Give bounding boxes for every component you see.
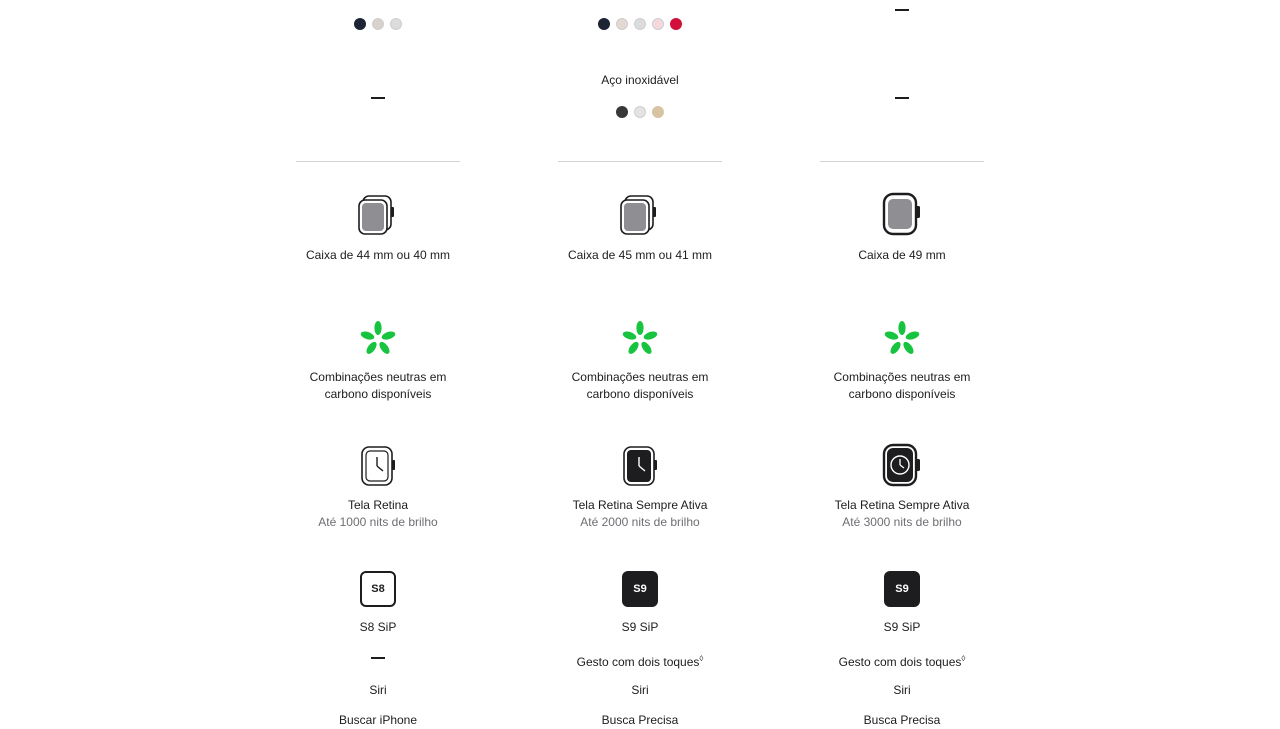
chip-name: S8 SiP — [359, 620, 397, 634]
gesture-text: Gesto com dois toques◊ — [838, 654, 966, 669]
siri-text: Siri — [631, 683, 649, 697]
color-swatch[interactable] — [616, 18, 628, 30]
gesture-not-available-dash — [371, 657, 385, 659]
chip-icon: S8 — [360, 571, 396, 607]
watch-dual-case-icon — [618, 193, 662, 237]
column-watch-se-like — [296, 0, 460, 727]
chip-name: S9 SiP — [621, 620, 659, 634]
find-feature-text: Busca Precisa — [601, 713, 679, 727]
color-swatch[interactable] — [372, 18, 384, 30]
case-size-text: Caixa de 49 mm — [858, 248, 946, 262]
siri-text: Siri — [893, 683, 911, 697]
watch-face-icon — [880, 442, 924, 488]
color-swatch[interactable] — [652, 106, 664, 118]
case-size-text: Caixa de 44 mm ou 40 mm — [305, 248, 451, 262]
display-title: Tela Retina Sempre Ativa — [834, 498, 970, 512]
color-swatches — [296, 18, 460, 30]
color-swatch[interactable] — [390, 18, 402, 30]
carbon-text: Combinações neutras em carbono disponíveis — [833, 370, 971, 401]
footnote-mark[interactable]: ◊ — [699, 654, 704, 663]
display-subtitle: Até 3000 nits de brilho — [842, 515, 962, 529]
display-subtitle: Até 1000 nits de brilho — [318, 515, 438, 529]
column-watch-series — [558, 0, 722, 727]
color-swatch[interactable] — [670, 18, 682, 30]
watch-ultra-case-icon — [880, 191, 924, 237]
material-label: Aço inoxidável — [601, 73, 679, 87]
not-available-dash — [371, 97, 385, 99]
material-swatches — [558, 106, 722, 118]
watch-dual-case-icon — [356, 193, 400, 237]
color-swatch[interactable] — [598, 18, 610, 30]
divider — [558, 161, 722, 162]
color-swatch[interactable] — [652, 18, 664, 30]
divider — [820, 161, 984, 162]
carbon-leaf-icon — [359, 320, 397, 358]
color-swatch[interactable] — [354, 18, 366, 30]
color-swatch[interactable] — [616, 106, 628, 118]
not-available-dash — [895, 9, 909, 11]
color-swatches — [558, 18, 722, 30]
display-subtitle: Até 2000 nits de brilho — [580, 515, 700, 529]
find-feature-text: Busca Precisa — [863, 713, 941, 727]
color-swatch[interactable] — [634, 18, 646, 30]
watch-face-icon — [620, 444, 660, 488]
chip-icon: S9 — [622, 571, 658, 607]
footnote-mark[interactable]: ◊ — [961, 654, 966, 663]
carbon-text: Combinações neutras em carbono disponíveis — [309, 370, 447, 401]
chip-name: S9 SiP — [883, 620, 921, 634]
carbon-leaf-icon — [621, 320, 659, 358]
gesture-text: Gesto com dois toques◊ — [576, 654, 704, 669]
watch-face-icon — [358, 444, 398, 488]
case-size-text: Caixa de 45 mm ou 41 mm — [567, 248, 713, 262]
carbon-leaf-icon — [883, 320, 921, 358]
divider — [296, 161, 460, 162]
find-feature-text: Buscar iPhone — [338, 713, 418, 727]
carbon-text: Combinações neutras em carbono disponíveis — [571, 370, 709, 401]
color-swatch[interactable] — [634, 106, 646, 118]
chip-icon: S9 — [884, 571, 920, 607]
column-watch-ultra — [820, 0, 984, 727]
siri-text: Siri — [369, 683, 387, 697]
not-available-dash — [895, 97, 909, 99]
display-title: Tela Retina — [347, 498, 409, 512]
display-title: Tela Retina Sempre Ativa — [572, 498, 708, 512]
